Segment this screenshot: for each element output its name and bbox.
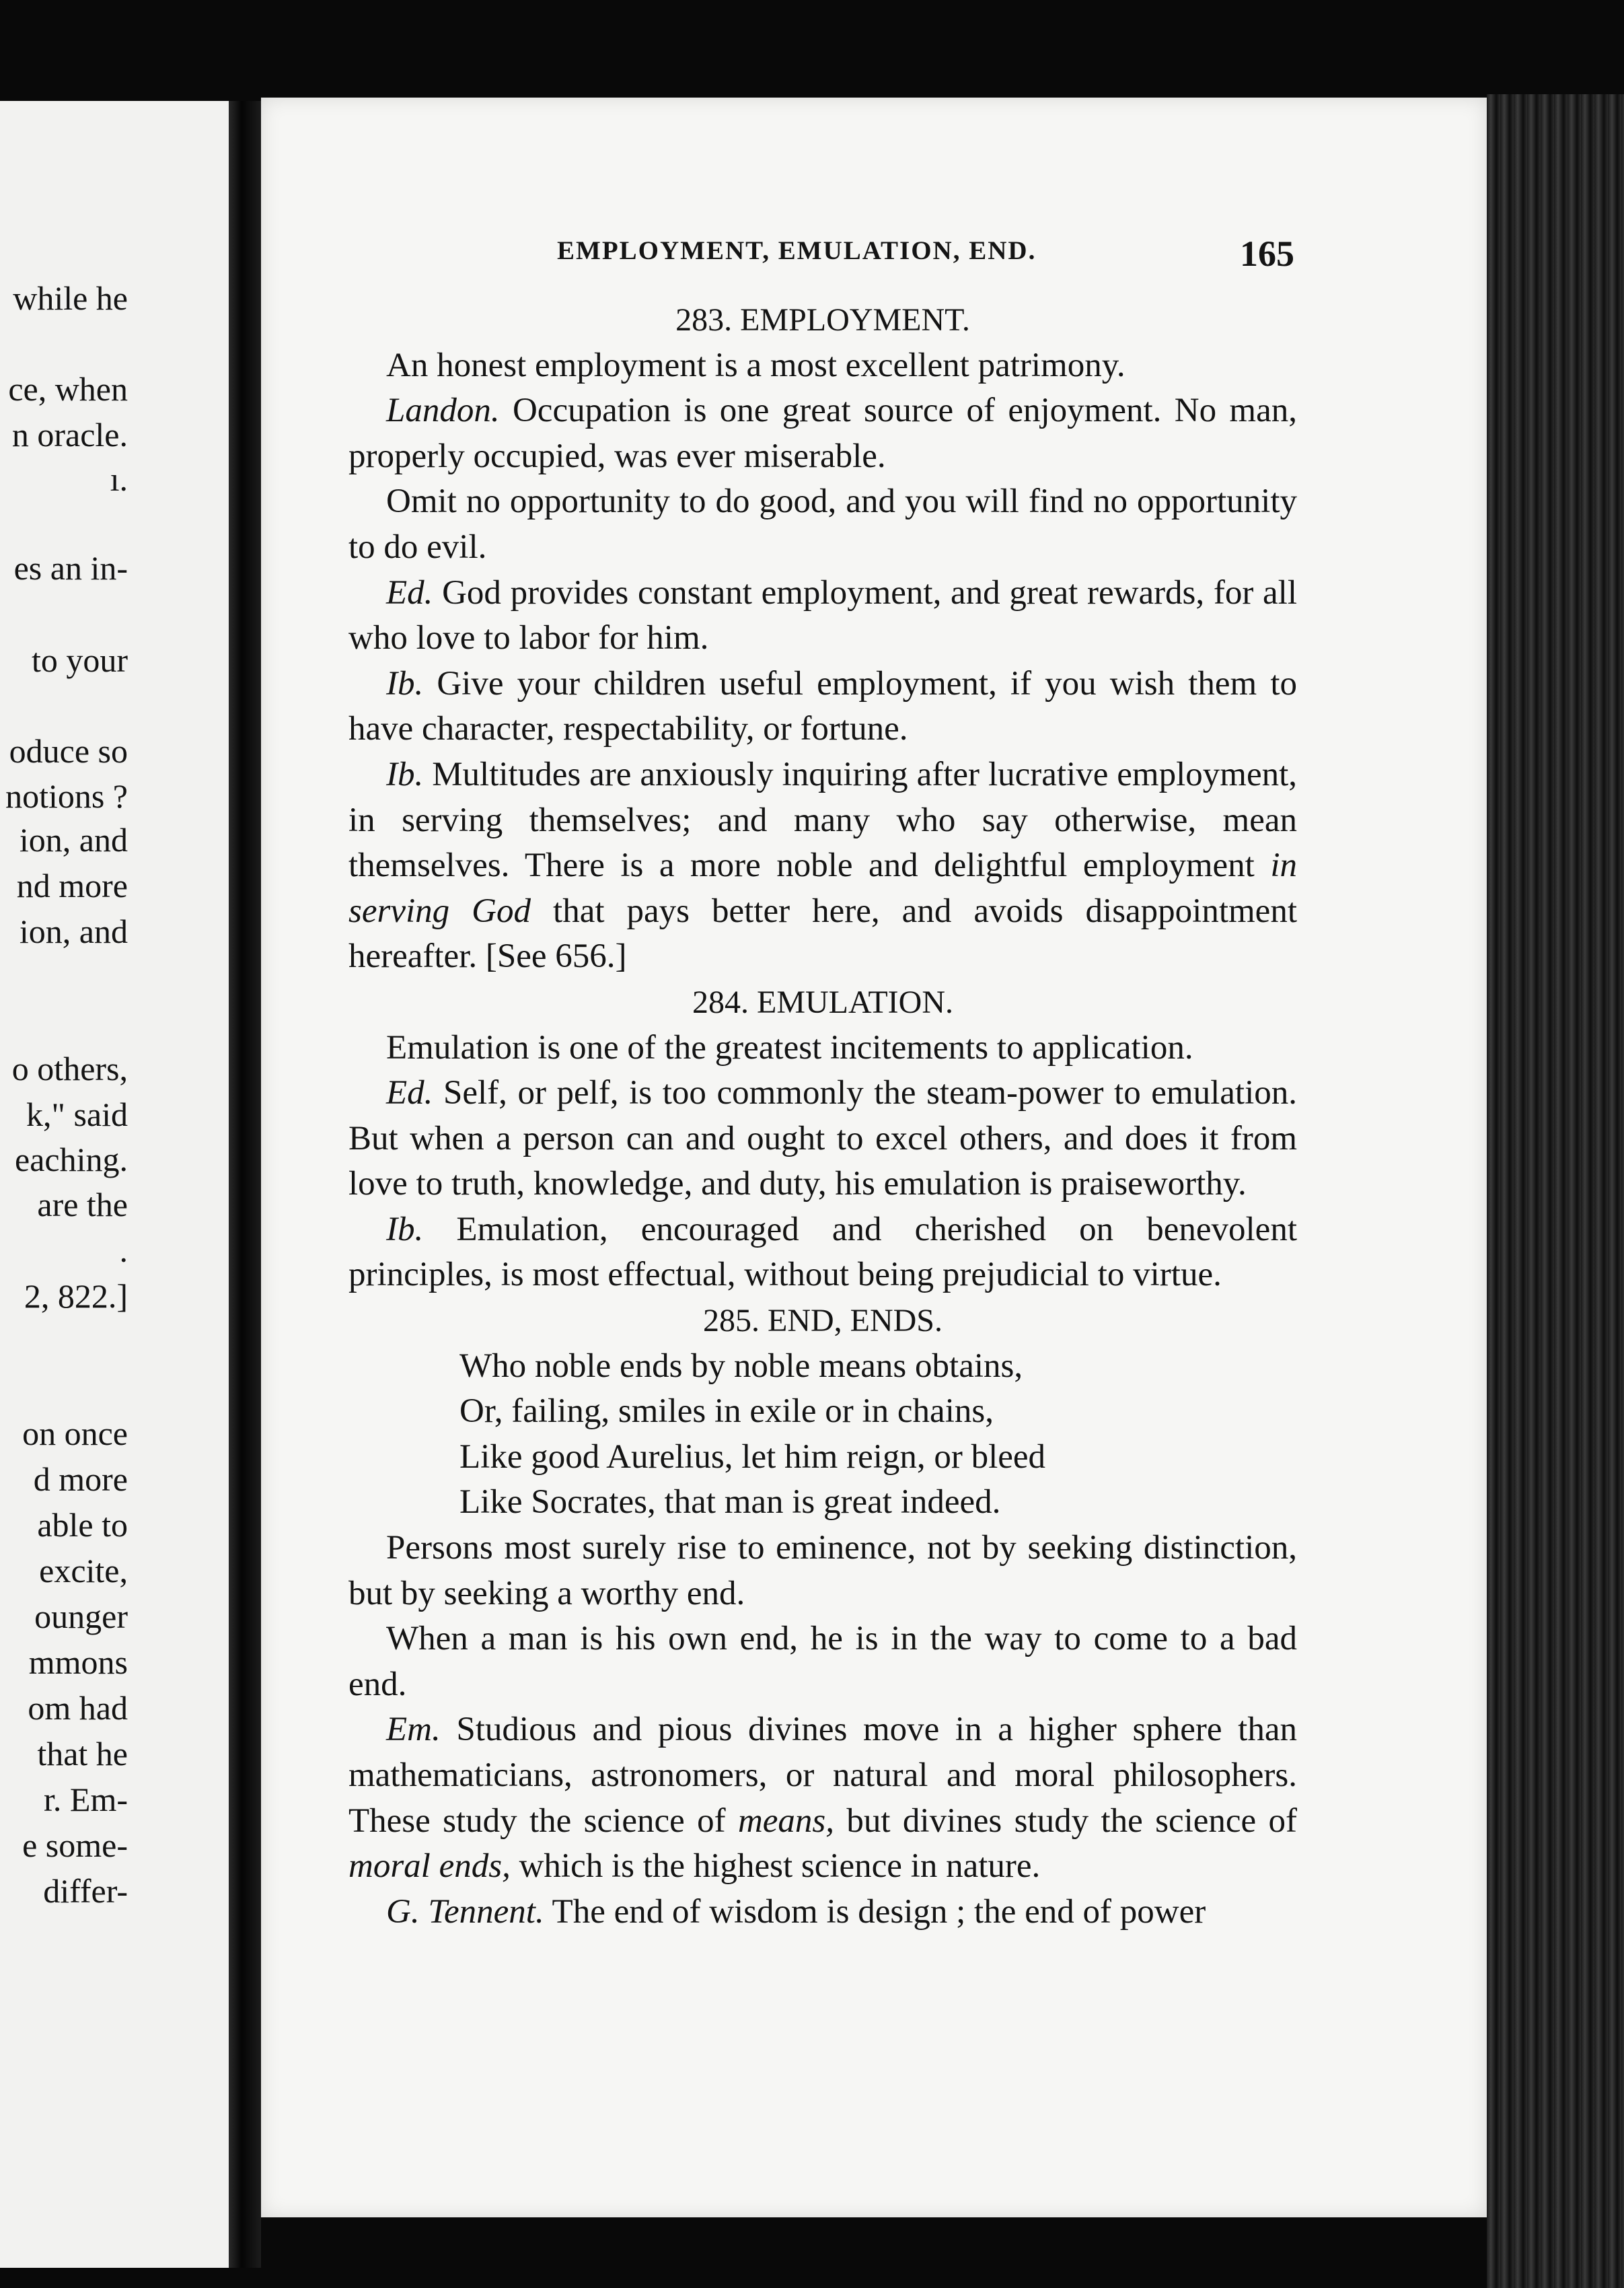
left-page-line: are the (37, 1186, 128, 1223)
left-page-line: ı. (110, 460, 128, 498)
left-page-line: notions ? (5, 777, 128, 815)
paragraph: Persons most surely rise to eminence, not by seeking distinction, but by seeking a worthy end. (348, 1529, 1297, 1612)
attribution: Ed. (386, 573, 433, 612)
attribution: Ib. (386, 1210, 424, 1248)
paragraph: An honest employment is a most excellent patrimony. (386, 346, 1125, 384)
section-heading-end: 285. END, ENDS. (703, 1303, 943, 1339)
attribution: G. Tennent. (386, 1892, 544, 1931)
left-page-line: n oracle. (11, 416, 128, 454)
paragraph: G. Tennent. The end of wisdom is design ; the end of power (386, 1892, 1206, 1931)
left-page-line: 2, 822.] (24, 1277, 128, 1315)
paragraph: Ib. Give your children useful employment, if you wish them to have character, respectability, or fortune. (348, 664, 1297, 748)
left-page-line: nd more (16, 867, 128, 904)
running-head: EMPLOYMENT, EMULATION, END. (557, 236, 1037, 265)
left-page-line: able to (37, 1506, 128, 1544)
left-page-line: . (119, 1231, 128, 1269)
paragraph: Em. Studious and pious divines move in a higher sphere than mathematicians, astronomers, or natural and moral philosophers. These study the science of means, but divines study the science of moral ends, which is the highest science in nature. (348, 1711, 1298, 1886)
left-page-line: differ- (43, 1872, 128, 1910)
verse-line: Who noble ends by noble means obtains, (459, 1347, 1023, 1385)
left-page-fragment (0, 101, 229, 2268)
paragraph: Ed. God provides constant employment, and great rewards, for all who love to labor for him. (348, 573, 1297, 657)
left-page-line: ion, and (19, 913, 128, 950)
paragraph: Emulation is one of the greatest incitements to application. (386, 1028, 1193, 1067)
attribution: Ib. (386, 664, 424, 703)
book-gutter (229, 101, 261, 2268)
paragraph: Ib. Emulation, encouraged and cherished on benevolent principles, is most effectual, without being prejudicial to virtue. (348, 1210, 1297, 1294)
paragraph: Landon. Occupation is one great source of enjoyment. No man, properly occupied, was ever miserable. (348, 392, 1297, 475)
page-number: 165 (1240, 234, 1294, 274)
emphasis: means, (737, 1801, 835, 1840)
paragraph: Ib. Multitudes are anxiously inquiring after lucrative employment, in serving themselves; and many who say otherwise, mean themselves. There is a more noble and delightful employment in serving God that pays better here, and avoids disappointment hereafter. [See 656.] (348, 755, 1297, 976)
page-edges (1487, 94, 1624, 2288)
emphasis: in serving God (348, 847, 1297, 930)
left-page-line: k," said (26, 1096, 128, 1133)
left-page-line: om had (28, 1689, 128, 1727)
verse-line: Like good Aurelius, let him reign, or bleed (459, 1437, 1046, 1476)
attribution: Landon. (386, 392, 500, 430)
left-page-line: ion, and (19, 821, 128, 859)
left-page-line: ounger (34, 1598, 128, 1635)
paragraph: Ed. Self, or pelf, is too commonly the steam-power to emulation. But when a person can and ought to excel others, and does it from love to truth, knowledge, and duty, his emulation is praiseworthy. (348, 1074, 1297, 1203)
page-body (348, 297, 1297, 1935)
left-page-line: e some- (22, 1826, 128, 1864)
paragraph: When a man is his own end, he is in the way to come to a bad end. (348, 1620, 1297, 1703)
left-page-line: while he (13, 279, 128, 317)
left-page-line: eaching. (15, 1141, 128, 1178)
left-page-line: to your (31, 641, 128, 679)
left-page-line: o others, (11, 1050, 128, 1087)
verse-line: Like Socrates, that man is great indeed. (459, 1483, 1001, 1522)
left-page-line: on once (22, 1415, 128, 1452)
left-page-line: r. Em- (44, 1781, 128, 1818)
section-heading-emulation: 284. EMULATION. (692, 984, 953, 1020)
left-page-line: d more (33, 1460, 128, 1498)
left-page-line: ce, when (8, 370, 128, 408)
emphasis: moral ends, (348, 1847, 511, 1886)
paragraph: Omit no opportunity to do good, and you will find no opportunity to do evil. (348, 482, 1297, 566)
left-page-line: that he (37, 1735, 128, 1773)
attribution: Ed. (386, 1074, 433, 1112)
attribution: Ib. (386, 755, 424, 793)
left-page-line: oduce so (9, 732, 128, 770)
verse-line: Or, failing, smiles in exile or in chains, (459, 1392, 994, 1431)
section-heading-employment: 283. EMPLOYMENT. (675, 302, 970, 338)
left-page-line: mmons (28, 1643, 128, 1681)
attribution: Em. (386, 1711, 441, 1749)
left-page-line: es an in- (13, 549, 128, 587)
left-page-line: excite, (39, 1552, 128, 1589)
